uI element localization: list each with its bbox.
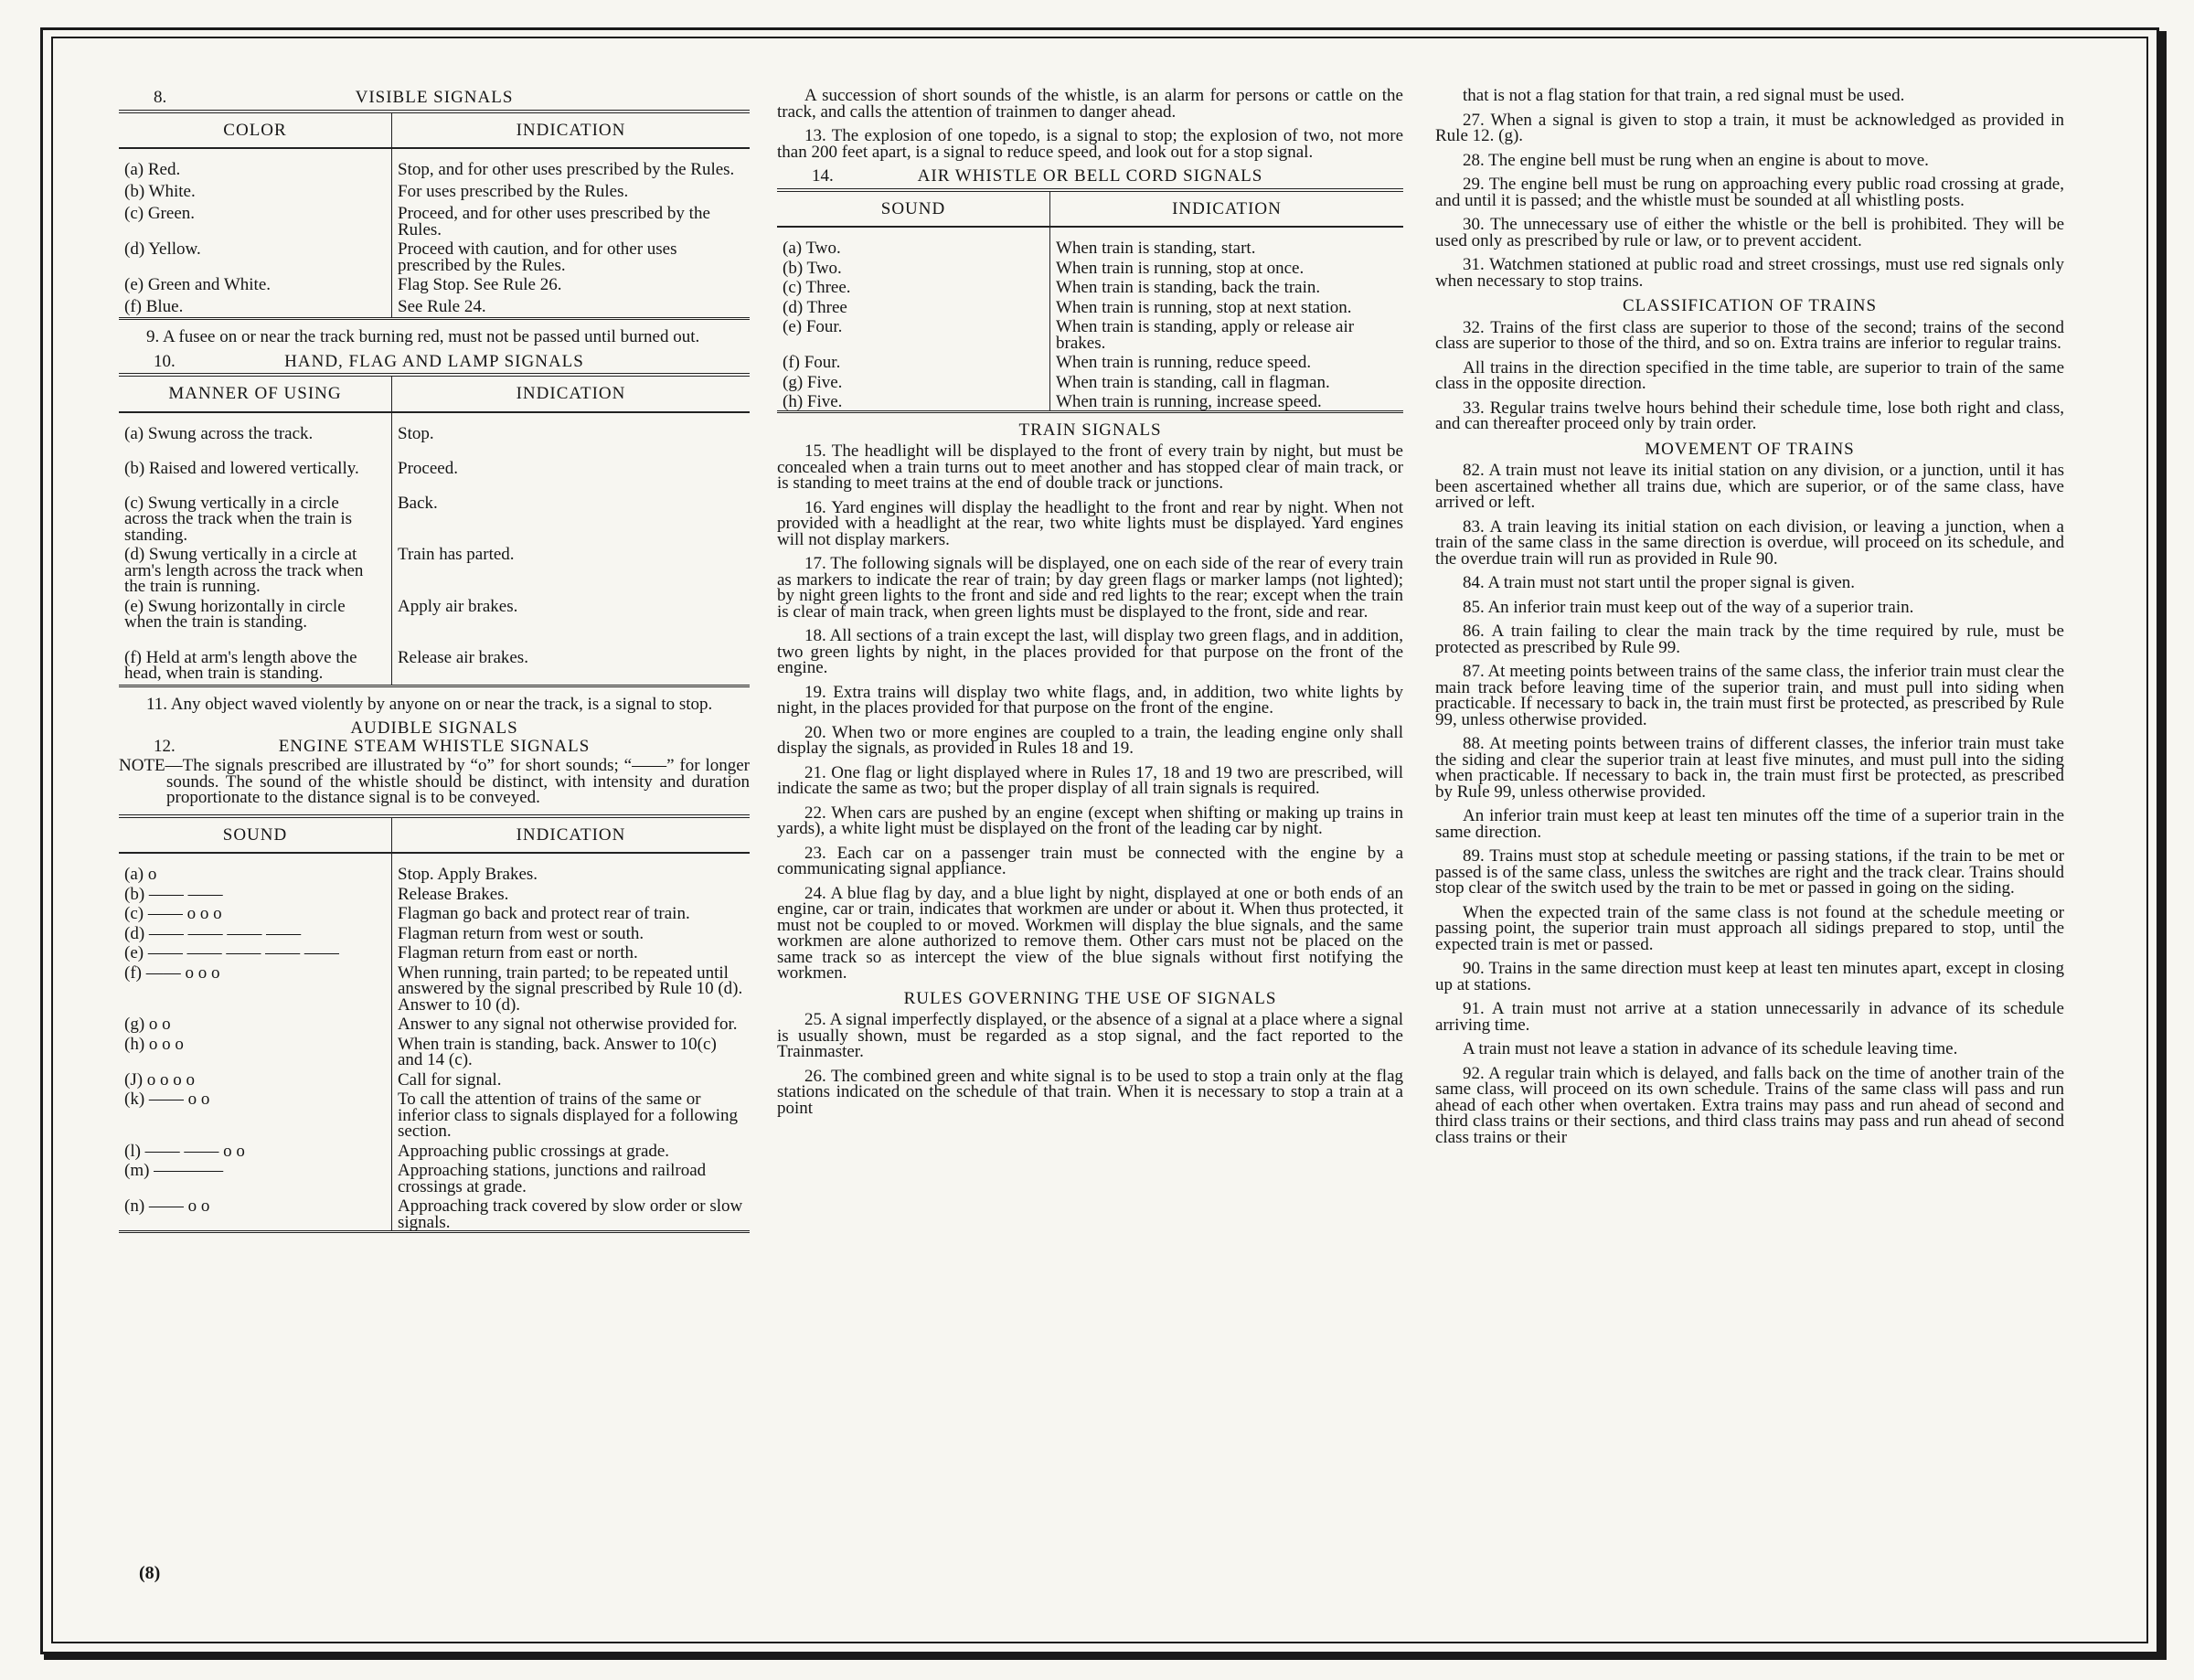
- row-indication: See Rule 24.: [392, 295, 751, 319]
- table-row: [119, 273, 750, 295]
- row-indication: When train is standing, apply or release air brakes.: [1050, 315, 1404, 351]
- air-whistle-heading: [777, 168, 1403, 185]
- table-row: [119, 1195, 750, 1232]
- row-label: (f) —— o o o: [124, 962, 220, 983]
- rule-13: 13. The explosion of one topedo, is a signal to stop; the explosion of two, not more than 200 feet apart, is a signal to reduce speed, and look out for a stop signal.: [777, 126, 1403, 162]
- column-header: INDICATION: [392, 112, 751, 149]
- table-row: [119, 1088, 750, 1140]
- movement-rule-paragraph: 88. At meeting points between trains of different classes, the inferior train must take the siding and clear the superior train at least five minutes, and must pull into the siding when practicable. If necessary to back in, the train must first be protected, as prescribed by Rule 99, unless otherwise provided.: [1435, 734, 2064, 802]
- row-indication: When train is standing, call in flagman.: [1050, 371, 1404, 391]
- train-signal-rule-paragraph: 21. One flag or light displayed where in Rules 17, 18 and 19 two are prescribed, will indicate the same as two; but the proper display of all train signals is required.: [777, 762, 1403, 798]
- movement-title: MOVEMENT OF TRAINS: [1645, 439, 1855, 459]
- whistle-signals-table: [119, 814, 750, 1234]
- row-label: (e) —— —— —— —— ——: [124, 943, 339, 962]
- table-row: [119, 1013, 750, 1033]
- movement-rule-paragraph: 84. A train must not start until the proper signal is given.: [1463, 573, 1856, 592]
- hand-signals-heading: [119, 351, 750, 371]
- row-indication: Train has parted.: [392, 543, 751, 595]
- section-title: VISIBLE SIGNALS: [355, 88, 514, 107]
- table-row: [119, 180, 750, 202]
- row-label: (h) o o o: [124, 1034, 184, 1054]
- row-label: (c) Swung vertically in a circle across the track when the train is standing.: [124, 493, 353, 545]
- table-row: [777, 315, 1403, 351]
- column-header: COLOR: [119, 112, 392, 149]
- train-signal-rule-paragraph: 24. A blue flag by day, and a blue light by night, displayed at one or both ends of an engine, car or train, indicates that workmen are under or about it. When thus protected, it must not be coupled to or moved. Workmen will display the blue signals, and the same workmen are alone authorized to remove them. Other cars must not be placed on the same track so as intercept the view of the blue signals without first notifying the workmen.: [777, 883, 1403, 983]
- movement-rule-paragraph: 92. A regular train which is delayed, and falls back on the time of another train of the same class, will proceed on its own schedule. Trains of the same class will pass and run ahead of each other when overtaken. Extra trains may pass and run ahead of second and third class trains or their sections, and third class trains may pass and run ahead of second class trains or their: [1435, 1063, 2064, 1147]
- table-row: [119, 902, 750, 922]
- train-signal-rule-paragraph: 22. When cars are pushed by an engine (except when shifting or making up trains in yards), a white light must be displayed on the front of the leading car by night.: [777, 803, 1403, 838]
- table-row: [119, 543, 750, 595]
- column-left: [119, 88, 750, 1242]
- row-label: (a) o: [124, 865, 157, 884]
- row-label: (f) Four.: [783, 353, 841, 372]
- train-signal-rule-paragraph: 15. The headlight will be displayed to the front of every train by night, but must be concealed when a train turns out to meet another and has stopped clear of main track, or is standing to meet trains at the end of double track or junctions.: [777, 441, 1403, 493]
- train-signal-rule-paragraph: 16. Yard engines will display the headlight to the front and rear by night. When not provided with a headlight at the rear, two white lights must be displayed. Yard engines will not display markers.: [777, 497, 1403, 549]
- rules-use-signals-title: RULES GOVERNING THE USE OF SIGNALS: [903, 988, 1277, 1008]
- row-label: (d) Swung vertically in a circle at arm's length across the track when the train is running.: [124, 545, 364, 596]
- table-row: [777, 390, 1403, 411]
- row-label: (e) Swung horizontally in circle when the train is standing.: [124, 596, 346, 632]
- section-title: AIR WHISTLE OR BELL CORD SIGNALS: [917, 166, 1263, 186]
- train-signal-rule-paragraph: 17. The following signals will be displayed, one on each side of the rear of every train as markers to indicate the rear of train; by day green flags or marker lamps (not lighted); by night green lights to the front and side and red lights to the rear; except when the train is clear of main track, when green lights must be displayed to the front, side and rear.: [777, 554, 1403, 622]
- column-middle: [777, 88, 1403, 1124]
- row-indication: Approaching public crossings at grade.: [392, 1140, 751, 1160]
- train-signal-rule-paragraph: 18. All sections of a train except the last, will display two green flags, and in addition, two green lights by night, in the places provided for that purpose on the front of the engine.: [777, 626, 1403, 677]
- row-indication: When train is standing, back the train.: [1050, 276, 1404, 296]
- row-label: (d) —— —— —— ——: [124, 923, 302, 943]
- row-label: (d) Three: [783, 297, 847, 317]
- signal-use-rule-paragraph: 25. A signal imperfectly displayed, or the absence of a signal at a place where a signal is usually shown, must be regarded as a stop signal, and the fact reported to the Trainmaster.: [777, 1010, 1403, 1061]
- audible-signals-title: AUDIBLE SIGNALS: [350, 718, 518, 738]
- rule-9: 9. A fusee on or near the track burning red, must not be passed until burned out.: [146, 327, 700, 346]
- row-label: (f) Blue.: [124, 297, 184, 316]
- row-label: (b) Raised and lowered vertically.: [124, 458, 359, 478]
- visible-signals-heading: [119, 90, 750, 106]
- table-row: [777, 351, 1403, 371]
- table-row: [119, 202, 750, 238]
- table-row: [119, 492, 750, 544]
- table-row: [119, 853, 750, 883]
- train-signal-rule-paragraph: 23. Each car on a passenger train must be connected with the engine by a communicating signal appliance.: [777, 843, 1403, 878]
- movement-rule-paragraph: 86. A train failing to clear the main track by the time required by rule, must be protected as prescribed by Rule 99.: [1435, 622, 2064, 657]
- row-label: (k) —— o o: [124, 1090, 210, 1109]
- row-indication: Call for signal.: [392, 1069, 751, 1089]
- column-header: INDICATION: [392, 816, 751, 854]
- movement-rule-paragraph: An inferior train must keep at least ten minutes off the time of a superior train in the same direction.: [1435, 806, 2064, 842]
- table-row: [777, 257, 1403, 277]
- table-row: [119, 962, 750, 1014]
- row-indication: Flagman go back and protect rear of train.: [392, 902, 751, 922]
- movement-rule-paragraph: 87. At meeting points between trains of the same class, the inferior train must clear the main track before leaving time of the superior train, and must pull into siding when practicable. If necessary to back in, the train must first be protected, as prescribed by Rule 99, unless otherwise provided.: [1435, 662, 2064, 729]
- table-row: [777, 227, 1403, 257]
- row-indication: Stop. Apply Brakes.: [392, 853, 751, 883]
- table-row: [119, 941, 750, 962]
- row-indication: When train is running, stop at next station.: [1050, 296, 1404, 316]
- table-row: [119, 646, 750, 686]
- row-label: (g) o o: [124, 1015, 171, 1034]
- row-indication: Proceed.: [392, 457, 751, 492]
- row-label: (a) Red.: [124, 160, 181, 179]
- row-label: (b) White.: [124, 182, 196, 201]
- rule-paragraph: 30. The unnecessary use of either the whistle or the bell is prohibited. They will be used only as prescribed by rule or law, or to prevent accident.: [1435, 215, 2064, 250]
- row-label: (c) —— o o o: [124, 904, 222, 923]
- row-indication: When train is running, reduce speed.: [1050, 351, 1404, 371]
- row-indication: To call the attention of trains of the same or inferior class to signals displayed for a following section.: [392, 1088, 751, 1140]
- column-header: INDICATION: [1050, 190, 1404, 228]
- row-indication: Apply air brakes.: [392, 595, 751, 646]
- row-indication: Flagman return from west or south.: [392, 922, 751, 942]
- column-header: SOUND: [119, 816, 392, 854]
- movement-rule-paragraph: 89. Trains must stop at schedule meeting or passing stations, if the train to be met or passed is of the same class, unless the switches are right and the track clear. Trains should stop clear of the switch used by the train to be met or passed in going on the siding.: [1435, 846, 2064, 898]
- table-row: [777, 276, 1403, 296]
- whistle-note: NOTE—The signals prescribed are illustrated by “o” for short sounds; “——” for longer sounds. The sound of the whistle should be distinct, with intensity and duration proportionate to the distance signal is to be conveyed.: [119, 756, 750, 807]
- row-label: (b) —— ——: [124, 884, 223, 904]
- row-label: (n) —— o o: [124, 1196, 210, 1216]
- rule-paragraph: 29. The engine bell must be rung on approaching every public road crossing at grade, and until it is passed; and the whistle must be sounded at all whistling posts.: [1435, 175, 2064, 210]
- section-title: ENGINE STEAM WHISTLE SIGNALS: [278, 736, 591, 756]
- row-label: (a) Swung across the track.: [124, 423, 314, 443]
- section-title: HAND, FLAG AND LAMP SIGNALS: [284, 351, 584, 371]
- alarm-paragraph: A succession of short sounds of the whistle, is an alarm for persons or cattle on the track, and calls the attention of trainmen to danger ahead.: [777, 86, 1403, 122]
- row-label: (c) Green.: [124, 204, 196, 223]
- table-row: [119, 457, 750, 492]
- row-label: (m) ————: [124, 1161, 224, 1180]
- train-signal-rule-paragraph: 19. Extra trains will display two white flags, and, in addition, two white lights by night, in the places provided for that purpose on the front of the engine.: [777, 682, 1403, 718]
- table-row: [119, 883, 750, 903]
- movement-rule-paragraph: 85. An inferior train must keep out of the way of a superior train.: [1463, 597, 1914, 617]
- movement-rule-paragraph: 91. A train must not arrive at a station unnecessarily in advance of its schedule arriving time.: [1435, 999, 2064, 1035]
- row-indication: Release air brakes.: [392, 646, 751, 686]
- classification-rule-paragraph: All trains in the direction specified in the time table, are superior to train of the same class in the opposite direction.: [1435, 357, 2064, 393]
- movement-rule-paragraph: A train must not leave a station in advance of its schedule leaving time.: [1463, 1039, 1958, 1058]
- row-indication: Proceed, and for other uses prescribed by the Rules.: [392, 202, 751, 238]
- row-indication: Release Brakes.: [392, 883, 751, 903]
- rule-number: 12.: [154, 736, 176, 756]
- rule-paragraph: 28. The engine bell must be rung when an engine is about to move.: [1463, 150, 1929, 170]
- table-row: [119, 1069, 750, 1089]
- row-label: (h) Five.: [783, 392, 843, 411]
- row-indication: Proceed with caution, and for other uses prescribed by the Rules.: [392, 238, 751, 273]
- table-row: [777, 296, 1403, 316]
- row-label: (f) Held at arm's length above the head, when train is standing.: [124, 647, 357, 683]
- row-label: (e) Four.: [783, 317, 843, 336]
- row-label: (J) o o o o: [124, 1069, 196, 1090]
- table-row: [119, 238, 750, 273]
- row-label: (d) Yellow.: [124, 239, 201, 259]
- row-indication: Stop.: [392, 412, 751, 457]
- table-row: [119, 412, 750, 457]
- table-row: [119, 922, 750, 942]
- row-indication: When train is standing, start.: [1050, 227, 1404, 257]
- movement-rule-paragraph: When the expected train of the same class is not found at the schedule meeting or passing point, the superior train must approach all sidings prepared to stop, until the expected train is met or passed.: [1435, 902, 2064, 954]
- row-label: (l) —— —— o o: [124, 1141, 245, 1161]
- row-indication: When running, train parted; to be repeated until answered by the signal prescribed by Rule 10 (d). Answer to 10 (d).: [392, 962, 751, 1014]
- row-indication: When train is running, increase speed.: [1050, 390, 1404, 411]
- classification-rule-paragraph: 32. Trains of the first class are superior to those of the second; trains of the second class are superior to those of the third, and so on. Extra trains are inferior to regular trains.: [1435, 317, 2064, 353]
- rule-paragraph: 31. Watchmen stationed at public road and street crossings, must use red signals only when necessary to stop trains.: [1435, 255, 2064, 291]
- row-label: (a) Two.: [783, 239, 841, 258]
- movement-rule-paragraph: 90. Trains in the same direction must keep at least ten minutes apart, except in closing up at stations.: [1435, 959, 2064, 994]
- row-indication: Approaching track covered by slow order or slow signals.: [392, 1195, 751, 1232]
- whistle-signals-heading: [119, 736, 750, 756]
- table-row: [119, 1159, 750, 1195]
- page-border-shadow-bottom: [44, 1654, 2167, 1660]
- rule-number: 14.: [812, 166, 834, 186]
- row-indication: Flag Stop. See Rule 26.: [392, 273, 751, 295]
- column-header: SOUND: [777, 190, 1050, 228]
- table-row: [119, 148, 750, 180]
- rule-number: 8.: [154, 88, 167, 107]
- page-number: (8): [139, 1563, 161, 1583]
- train-signal-rule-paragraph: 20. When two or more engines are coupled to a train, the leading engine only shall display the signals, as provided in Rules 18 and 19.: [777, 722, 1403, 758]
- row-indication: Flagman return from east or north.: [392, 941, 751, 962]
- table-row: [119, 1140, 750, 1160]
- row-label: (g) Five.: [783, 372, 843, 392]
- table-row: [777, 371, 1403, 391]
- row-indication: When train is running, stop at once.: [1050, 257, 1404, 277]
- rule-paragraph: 27. When a signal is given to stop a train, it must be acknowledged as provided in Rule 12. (g).: [1435, 110, 2064, 145]
- page-border-shadow: [2159, 31, 2167, 1660]
- train-signals-title: TRAIN SIGNALS: [1018, 420, 1162, 440]
- column-header: INDICATION: [392, 375, 751, 412]
- signal-use-rule-paragraph: 26. The combined green and white signal is to be used to stop a train only at the flag stations indicated on the schedule of that train. When it is necessary to stop a train at a point: [777, 1066, 1403, 1118]
- row-indication: Answer to any signal not otherwise provided for.: [392, 1013, 751, 1033]
- air-whistle-table: [777, 188, 1403, 413]
- row-indication: For uses prescribed by the Rules.: [392, 180, 751, 202]
- classification-title: CLASSIFICATION OF TRAINS: [1622, 296, 1878, 315]
- row-label: (e) Green and White.: [124, 275, 272, 294]
- row-indication: When train is standing, back. Answer to 10(c) and 14 (c).: [392, 1033, 751, 1069]
- row-indication: Back.: [392, 492, 751, 544]
- row-label: (b) Two.: [783, 258, 842, 278]
- rule-paragraph: that is not a flag station for that train, a red signal must be used.: [1463, 86, 1905, 105]
- column-header: MANNER OF USING: [119, 375, 392, 412]
- row-indication: Approaching stations, junctions and railroad crossings at grade.: [392, 1159, 751, 1195]
- hand-signals-table: [119, 373, 750, 687]
- table-row: [119, 595, 750, 646]
- table-row: [119, 295, 750, 319]
- classification-rule-paragraph: 33. Regular trains twelve hours behind their schedule time, lose both right and class, and can thereafter proceed only by train order.: [1435, 398, 2064, 433]
- column-right: [1435, 88, 2064, 1154]
- row-label: (c) Three.: [783, 278, 851, 297]
- visible-signals-table: [119, 110, 750, 321]
- rule-11: 11. Any object waved violently by anyone on or near the track, is a signal to stop.: [146, 694, 713, 714]
- movement-rule-paragraph: 82. A train must not leave its initial station on any division, or a junction, until it has been ascertained whether all trains due, which are superior, or of the same class, have arrived or left.: [1435, 461, 2064, 512]
- rule-number: 10.: [154, 351, 176, 371]
- row-indication: Stop, and for other uses prescribed by the Rules.: [392, 148, 751, 180]
- table-row: [119, 1033, 750, 1069]
- movement-rule-paragraph: 83. A train leaving its initial station on each division, or leaving a junction, when a train of the same class in the same direction is overdue, will proceed on its schedule, and the overdue train will run as provided in Rule 90.: [1435, 516, 2064, 569]
